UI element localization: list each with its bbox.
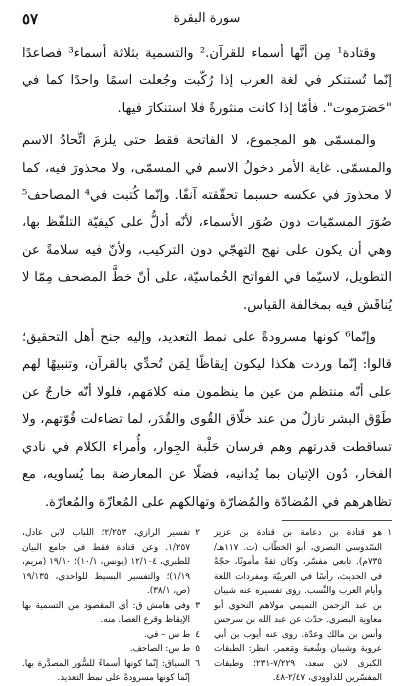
paragraph: وقتادة¹ مِن أنَّها أسماء للقرآن.² والتسمية بثلاثة أسماء³ فصاعدًا إنّما تُستنكر في لغة العرب إذا رُكّبت وجُعلت اسمًا واحدًا كما في "حَضرَموت". فأمّا إذا كانت منثورةً فلا استنكارَ فيها. xyxy=(22,46,392,116)
footnote xyxy=(22,657,200,686)
footnotes-right-column xyxy=(214,526,392,683)
paragraph: وإنّما⁶ كونها مسرودةً على نمط التعديد، وإليه جنح أهل التحقيق؛ قالوا: إنّما وردت هكذا ليكون إيقاظًا لِمَن تُحدِّي بالقرآن، وتنبيهًا لهم على أنّه منتظم من عين ما ينظمون منه كلامَهم، فلولا أنّه خارجٌ عن طَوْق البشر نازلٌ من عند خلّاق القُوى والقُدَر، لما تضاءلت قُوّتهم، ولا تساقطت قدرتهم وهم فرسان حَلْبة الجِوار، وأُمراء الكلام في نادي الفخار، دُون الإتيان بما يُدانيه، فضلًا عن المعارضة بما يُساويه، مع تظاهرهم في المُضادّة والمُضارّة وتهالكهم على المُعازّة والمُعارّة. xyxy=(22,330,392,510)
page-number: ٥٧ xyxy=(22,10,39,28)
footnote xyxy=(22,599,200,628)
footnote-text: ط س – في. xyxy=(144,629,190,640)
running-head: سورة البقرة xyxy=(173,11,241,26)
footnote-divider xyxy=(282,520,392,521)
footnote xyxy=(22,642,200,657)
footnote-number: ٥ xyxy=(195,644,200,654)
footnote-number: ٢ xyxy=(195,528,200,538)
main-text xyxy=(22,40,392,516)
footnotes xyxy=(22,526,392,683)
footnotes-left-column xyxy=(22,526,200,683)
page-header xyxy=(22,10,392,32)
footnote xyxy=(22,526,200,599)
footnote-number: ١ xyxy=(387,528,392,538)
footnote-text: وفي هامش ق: أي المقصود من التسمية بها الإيقاظ وقرع العصا. منه. xyxy=(22,600,190,625)
footnote-number: ٦ xyxy=(195,658,200,669)
footnote-number: ٤ xyxy=(195,629,200,640)
footnote-text: ط س: الصاحف. xyxy=(129,644,190,654)
footnote xyxy=(22,628,200,643)
footnote xyxy=(214,526,392,686)
footnote-number: ٣ xyxy=(195,600,200,611)
footnote-text: هو قتادة بن دعامة بن قتادة بن عزيز السّدوسي البصري، أبو الخطّاب (ت. ١١٧هـ/٧٣٥م). تابعي مفسّر، وكان ثقةً مأمونًا، حجّةً في الحديث، رأسًا في العربيّة ومفردات اللغة وأيام العرب والنَّسب. روى تفسيره عنه شيبان بن عبد الرحمن التميمي مولاهم النحوي أبو معاوية البصري. حدّث عن عبد الله بن سرجس وأنس بن مالك وعدّة. روى عنه أيوب بن أبي عروبة وشيبان وشُعبة ومَعمر. انظر: الطبقات الكبرى لابن سعد، ٧/٢٢٩-٢٣١؛ وطبقات المفسّرين للداوودي، ٢/٤٧-٤٨. xyxy=(214,528,382,683)
paragraph: والمسمّى هو المجموع، لا الفاتحة فقط حتى يلزمَ اتِّحادُ الاسم والمسمّى. غاية الأمر دخولُ الاسم في المسمّى، ولا محذورَ فيه، كما لا محذورَ في عكسه حسبما تحقّقته آنفًا. وإنّما كُتبت في⁴ المصاحف⁵ صُوَرَ المسمّيات دون صُوَر الأسماء، لأنّه أدلُّ على كيفيّة التلفّظ بها، وهي أن يكون على نهج التهجّي دون التركيب، ولأنّ فيه سلامةً عن التطويل، لاسيّما في الفواتح الخُماسيّة، على أنّ خطَّ المصحف مِمّا لا يُناقَش فيه بمخالفة القياس. xyxy=(22,133,392,313)
footnote-text: تفسير الرازي، ٢/٢٥٣؛ اللباب لابن عادل، ١/٢٥٧. وعن قتادة فقط في جامع البيان للطبري، ١٢/١٠٤ (يونس، ١٠/١)؛ ١٩/١٠ (مريم، ١/١٩)؛ والتفسير البسيط للواحدي، ١٩/١٣٥ (ص، ٣٨/١). xyxy=(22,528,191,596)
footnote-text: السياق: إنّما كونها أسماءً للسُّور المصدَّرة بها. إنّما كونها مسرودةً على نمط التعديد. xyxy=(22,658,190,683)
